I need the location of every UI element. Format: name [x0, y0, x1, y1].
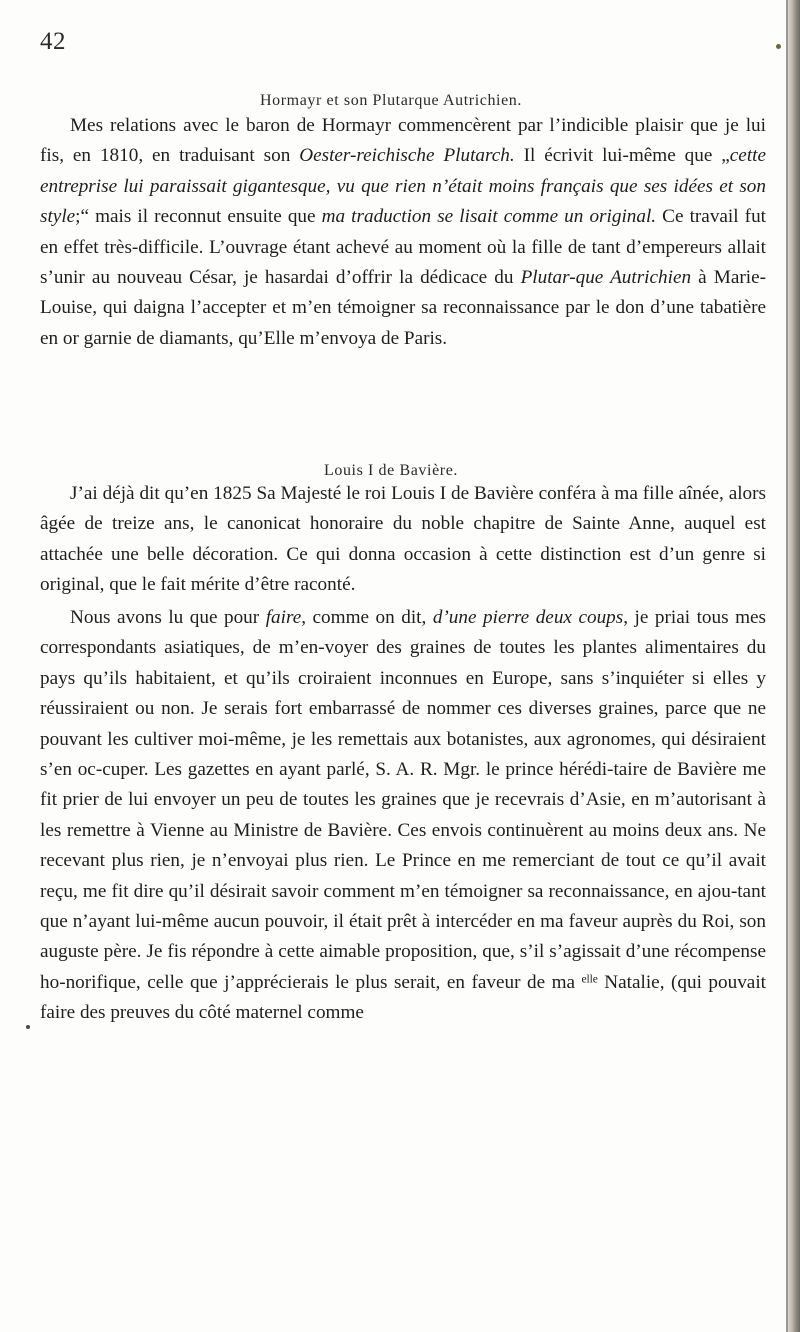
text-run: Ce travail fut en effet très-difficile. L’ouvrage étant achevé au moment où la fille de tant d’empereurs allait s’unir au nouveau César, je hasardai d’offrir la dédicace du	[40, 206, 766, 289]
text-run: Nous avons lu que pour	[70, 607, 266, 628]
italic-run: Plutar-que Autrichien	[520, 267, 692, 289]
text-run: ;“ mais il reconnut ensuite que	[75, 206, 322, 228]
text-run: , je priai tous mes correspondants asiatiques, de m’en-voyer des graines de toutes les plantes alimentaires du pays qu’ils habitaient, et qu’ils croiraient inconnues en Europe, sans s’inquiéter si elles y réussiraient ou non. Je serais fort embarrassé de nommer ces diverses graines, parce que ne pouvant les cultiver moi-même, je les remettais aux botanistes, aux agronomes, qui désiraient s’en oc-cuper. Les gazettes en ayant parlé, S. A. R. Mgr. le prince hérédi-taire de Bavière me fit prier de lui envoyer un peu de toutes les graines que je recevrais d’Asie, en m’autorisant à les remettre à Vienne au Ministre de Bavière. Ces envois continuèrent au moins deux ans. Ne recevant plus rien, je n’envoyai plus rien. Le Prince en me remerciant de tout ce qu’il avait reçu, me fit dire qu’il désirait savoir comment m’en témoigner sa reconnaissance, en ajou-tant que n’ayant lui-même aucun pouvoir, il était prêt à intercéder en ma faveur auprès du Roi, son auguste père. Je fis répondre à cette aimable proposition, que, s’il s’agissait d’une récompense ho-norifique, celle que j’apprécierais le plus serait, en faveur de ma ᵉˡˡᵉ Natalie, (qui pouvait faire des preuves du côté maternel comme	[40, 607, 767, 1024]
page-number: 42	[40, 28, 66, 55]
italic-run: d’une pierre deux coups	[432, 607, 624, 628]
section-heading-louis: Louis I de Bavière.	[323, 462, 459, 479]
italic-run: Oester-reichische Plutarch.	[299, 145, 515, 167]
section-heading-hormayr: Hormayr et son Plutarque Autrichien.	[260, 92, 522, 109]
text-run: , comme on dit,	[301, 607, 433, 628]
text-run: à Marie-Louise, qui daigna l’accepter et m’en témoigner sa reconnaissance par le don d’une tabatière en or garnie de diamants, qu’Elle m’envoya de Paris.	[40, 267, 766, 349]
italic-run: ma traduction se lisait comme un original.	[321, 206, 657, 228]
italic-run: cette entreprise lui paraissait gigantesque, vu que rien n’était moins français que ses idées et son style	[40, 145, 766, 228]
text-run: Mes relations avec le baron de Hormayr commencèrent par l’indicible plaisir que je lui fis, en 1810, en traduisant son	[40, 115, 766, 167]
binding-edge	[786, 0, 788, 1332]
scan-speck	[776, 44, 781, 49]
binding-shadow	[786, 0, 800, 1332]
text-run: Il écrivit lui-même que „	[514, 145, 730, 167]
italic-run: faire	[265, 607, 302, 628]
scan-speck	[26, 1025, 30, 1029]
paragraph-hormayr	[40, 111, 766, 354]
paragraph-louis-1: J’ai déjà dit qu’en 1825 Sa Majesté le roi Louis I de Bavière conféra à ma fille aînée, alors âgée de treize ans, le canonicat honoraire du noble chapitre de Sainte Anne, auquel est attachée une belle décoration. Ce qui donna occasion à cette distinction est d’un genre si original, que le fait mérite d’être raconté.	[40, 483, 766, 596]
paragraph-louis-2	[40, 603, 766, 1029]
